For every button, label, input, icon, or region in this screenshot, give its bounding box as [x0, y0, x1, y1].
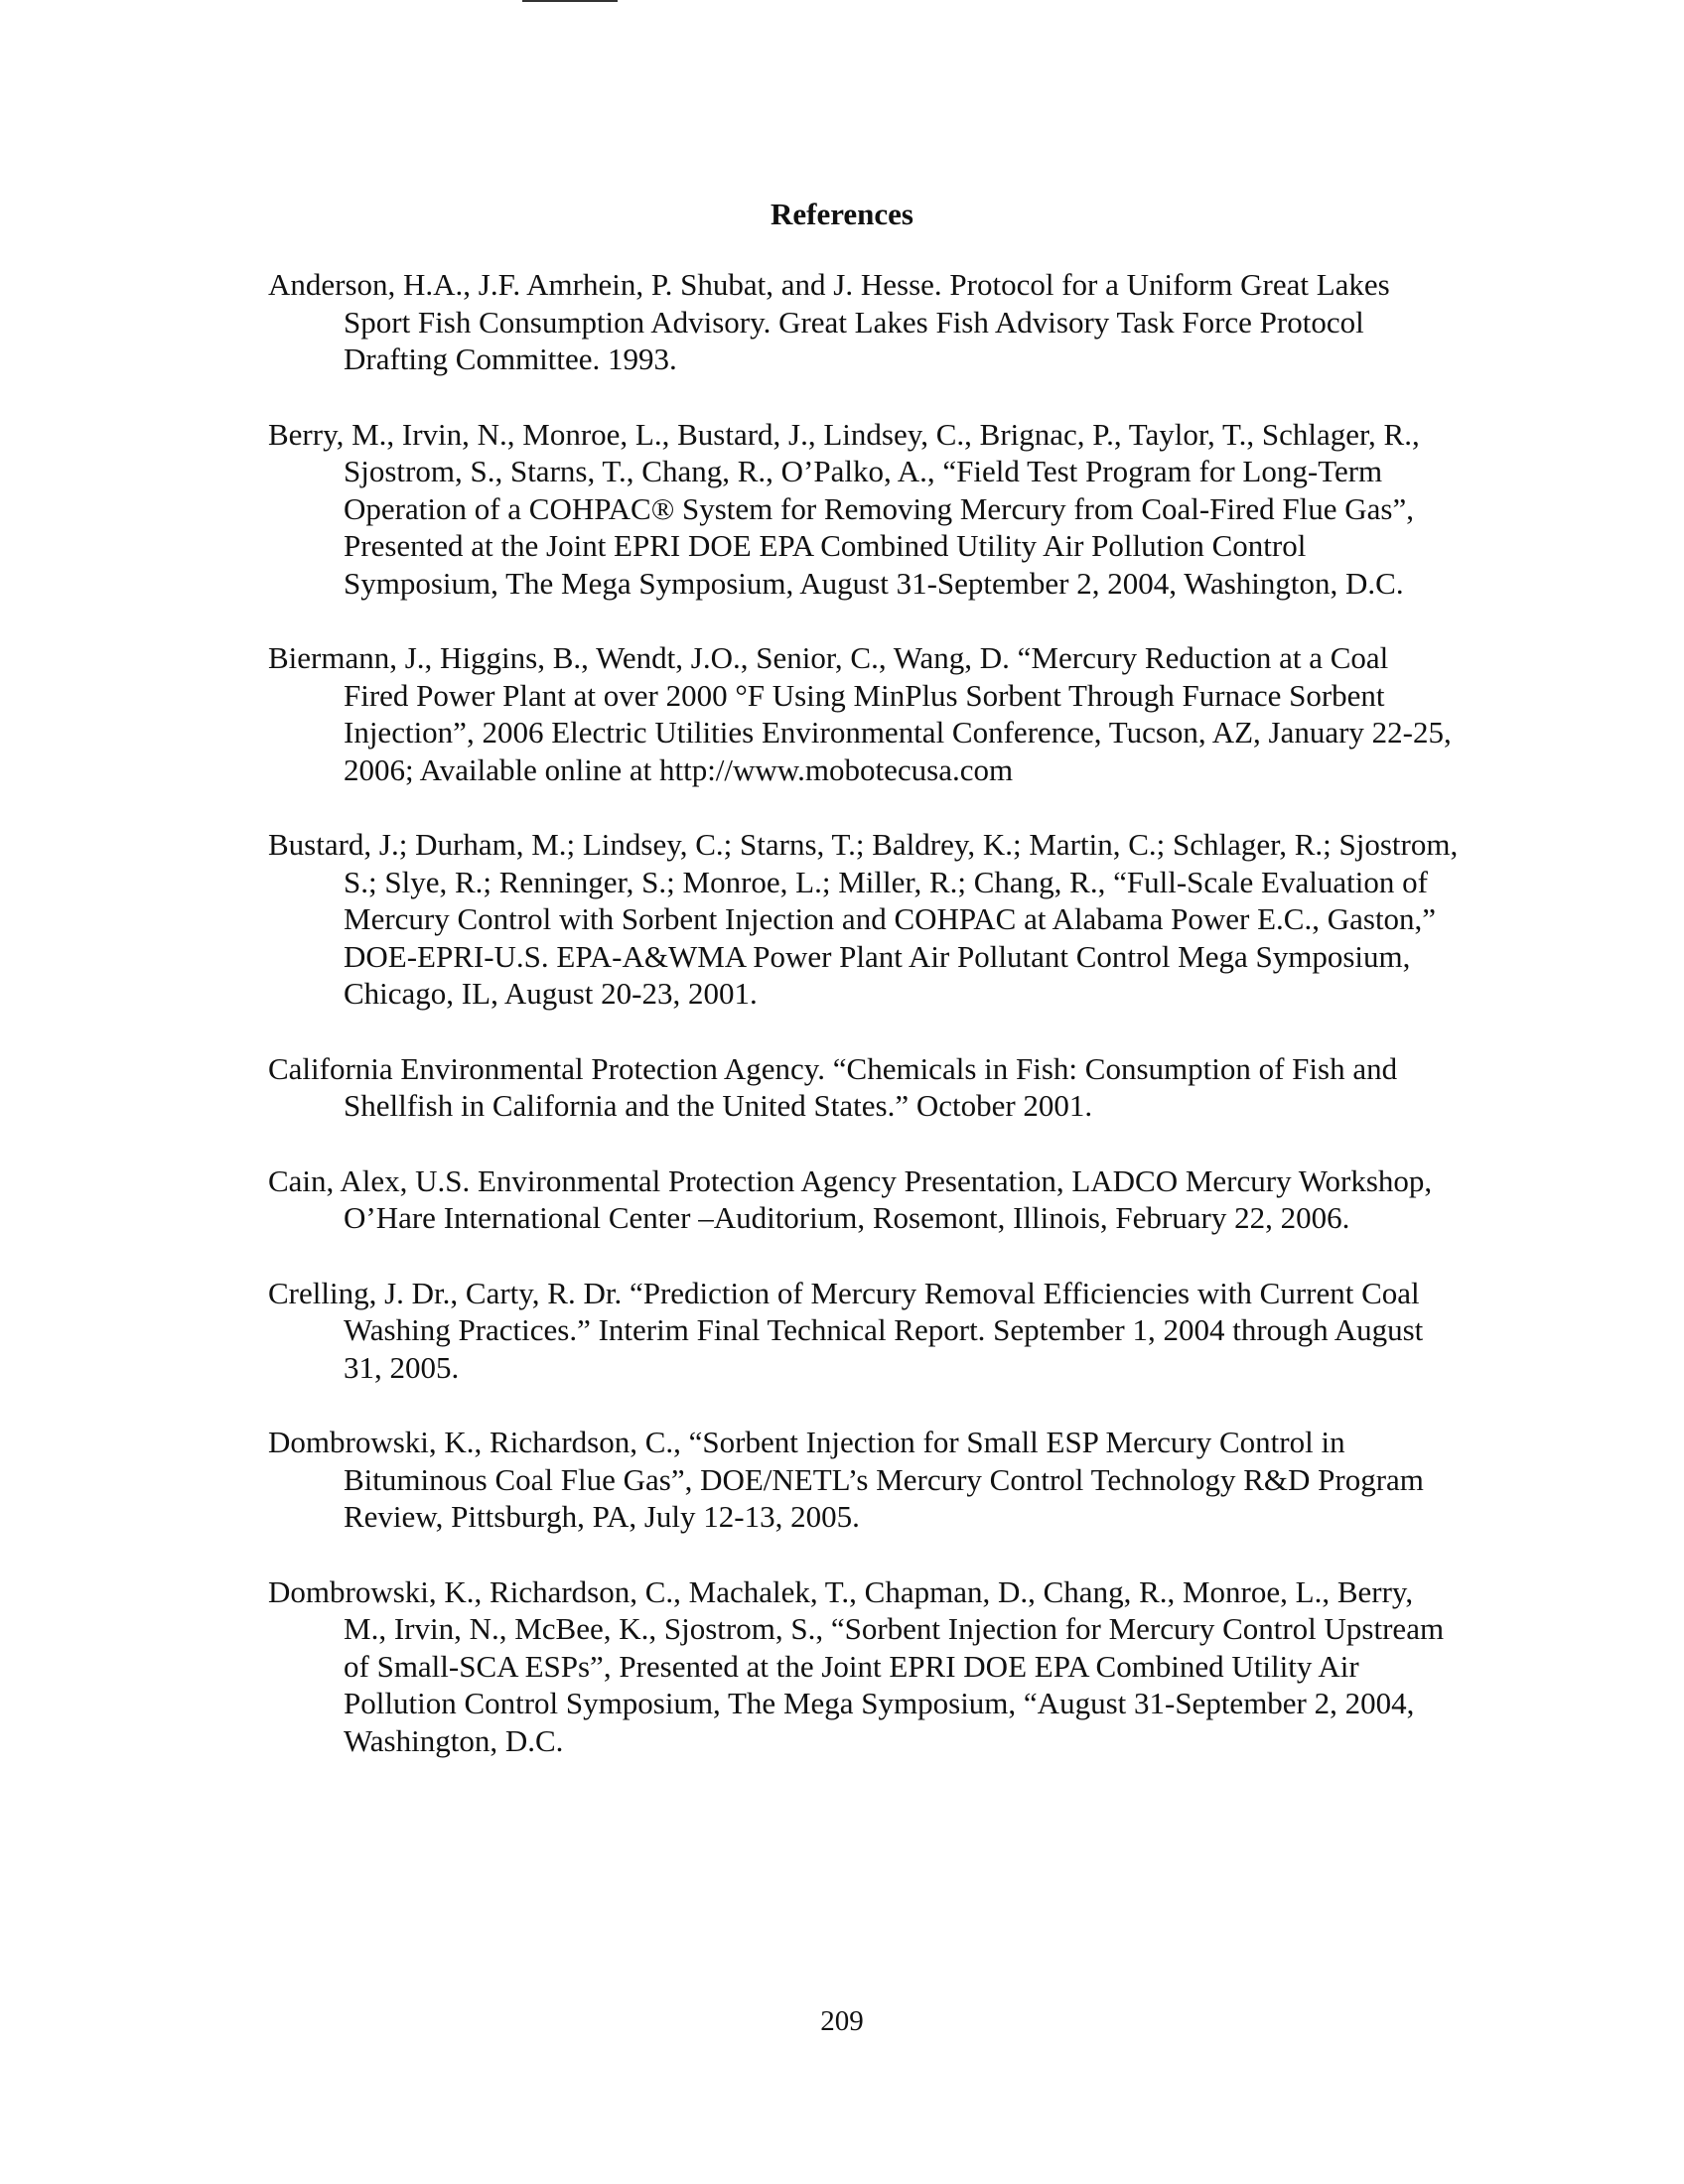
page-title: References	[770, 197, 913, 231]
reference-entry: Crelling, J. Dr., Carty, R. Dr. “Prediction of Mercury Removal Efficiencies with Current Coal Washing Practices.” Interim Final Technical Report. September 1, 2004 through August 31, 2005.	[268, 1275, 1424, 1385]
page-number: 209	[820, 2005, 864, 2037]
reference-entry: Biermann, J., Higgins, B., Wendt, J.O., Senior, C., Wang, D. “Mercury Reduction at a Coal Fired Power Plant at over 2000 °F Using MinPlus Sorbent Through Furnace Sorbent Injection”, 2006 Electric Utilities Environmental Conference, Tucson, AZ, January 22-25, 2006; Available online at http://www.mobotecusa.com	[268, 640, 1452, 787]
reference-entry: Anderson, H.A., J.F. Amrhein, P. Shubat, and J. Hesse. Protocol for a Uniform Great Lakes Sport Fish Consumption Advisory. Great Lakes Fish Advisory Task Force Protocol Drafting Committee. 1993.	[268, 267, 1390, 376]
reference-entry: Dombrowski, K., Richardson, C., Machalek, T., Chapman, D., Chang, R., Monroe, L., Berry, M., Irvin, N., McBee, K., Sjostrom, S., “Sorbent Injection for Mercury Control Upstream of Small-SCA ESPs”, Presented at the Joint EPRI DOE EPA Combined Utility Air Pollution Control Symposium, The Mega Symposium, “August 31-September 2, 2004, Washington, D.C.	[268, 1573, 1445, 1758]
reference-list	[268, 266, 1460, 1797]
reference-entry: California Environmental Protection Agency. “Chemicals in Fish: Consumption of Fish and Shellfish in California and the United States.” October 2001.	[268, 1050, 1398, 1123]
reference-entry: Bustard, J.; Durham, M.; Lindsey, C.; Starns, T.; Baldrey, K.; Martin, C.; Schlager, R.; Sjostrom, S.; Slye, R.; Renninger, S.; Monroe, L.; Miller, R.; Chang, R., “Full-Scale Evaluation of Mercury Control with Sorbent Injection and COHPAC at Alabama Power E.C., Gaston,” DOE-EPRI-U.S. EPA-A&WMA Power Plant Air Pollutant Control Mega Symposium, Chicago, IL, August 20-23, 2001.	[268, 827, 1459, 1011]
reference-entry: Berry, M., Irvin, N., Monroe, L., Bustard, J., Lindsey, C., Brignac, P., Taylor, T., Schlager, R., Sjostrom, S., Starns, T., Chang, R., O’Palko, A., “Field Test Program for Long-Term Operation of a COHPAC® System for Removing Mercury from Coal-Fired Flue Gas”, Presented at the Joint EPRI DOE EPA Combined Utility Air Pollution Control Symposium, The Mega Symposium, August 31-September 2, 2004, Washington, D.C.	[268, 416, 1420, 601]
reference-entry: Dombrowski, K., Richardson, C., “Sorbent Injection for Small ESP Mercury Control in Bituminous Coal Flue Gas”, DOE/NETL’s Mercury Control Technology R&D Program Review, Pittsburgh, PA, July 12-13, 2005.	[268, 1425, 1424, 1534]
reference-entry: Cain, Alex, U.S. Environmental Protection Agency Presentation, LADCO Mercury Workshop, O’Hare International Center –Auditorium, Rosemont, Illinois, February 22, 2006.	[268, 1162, 1433, 1235]
top-edge-rule	[522, 0, 618, 2]
